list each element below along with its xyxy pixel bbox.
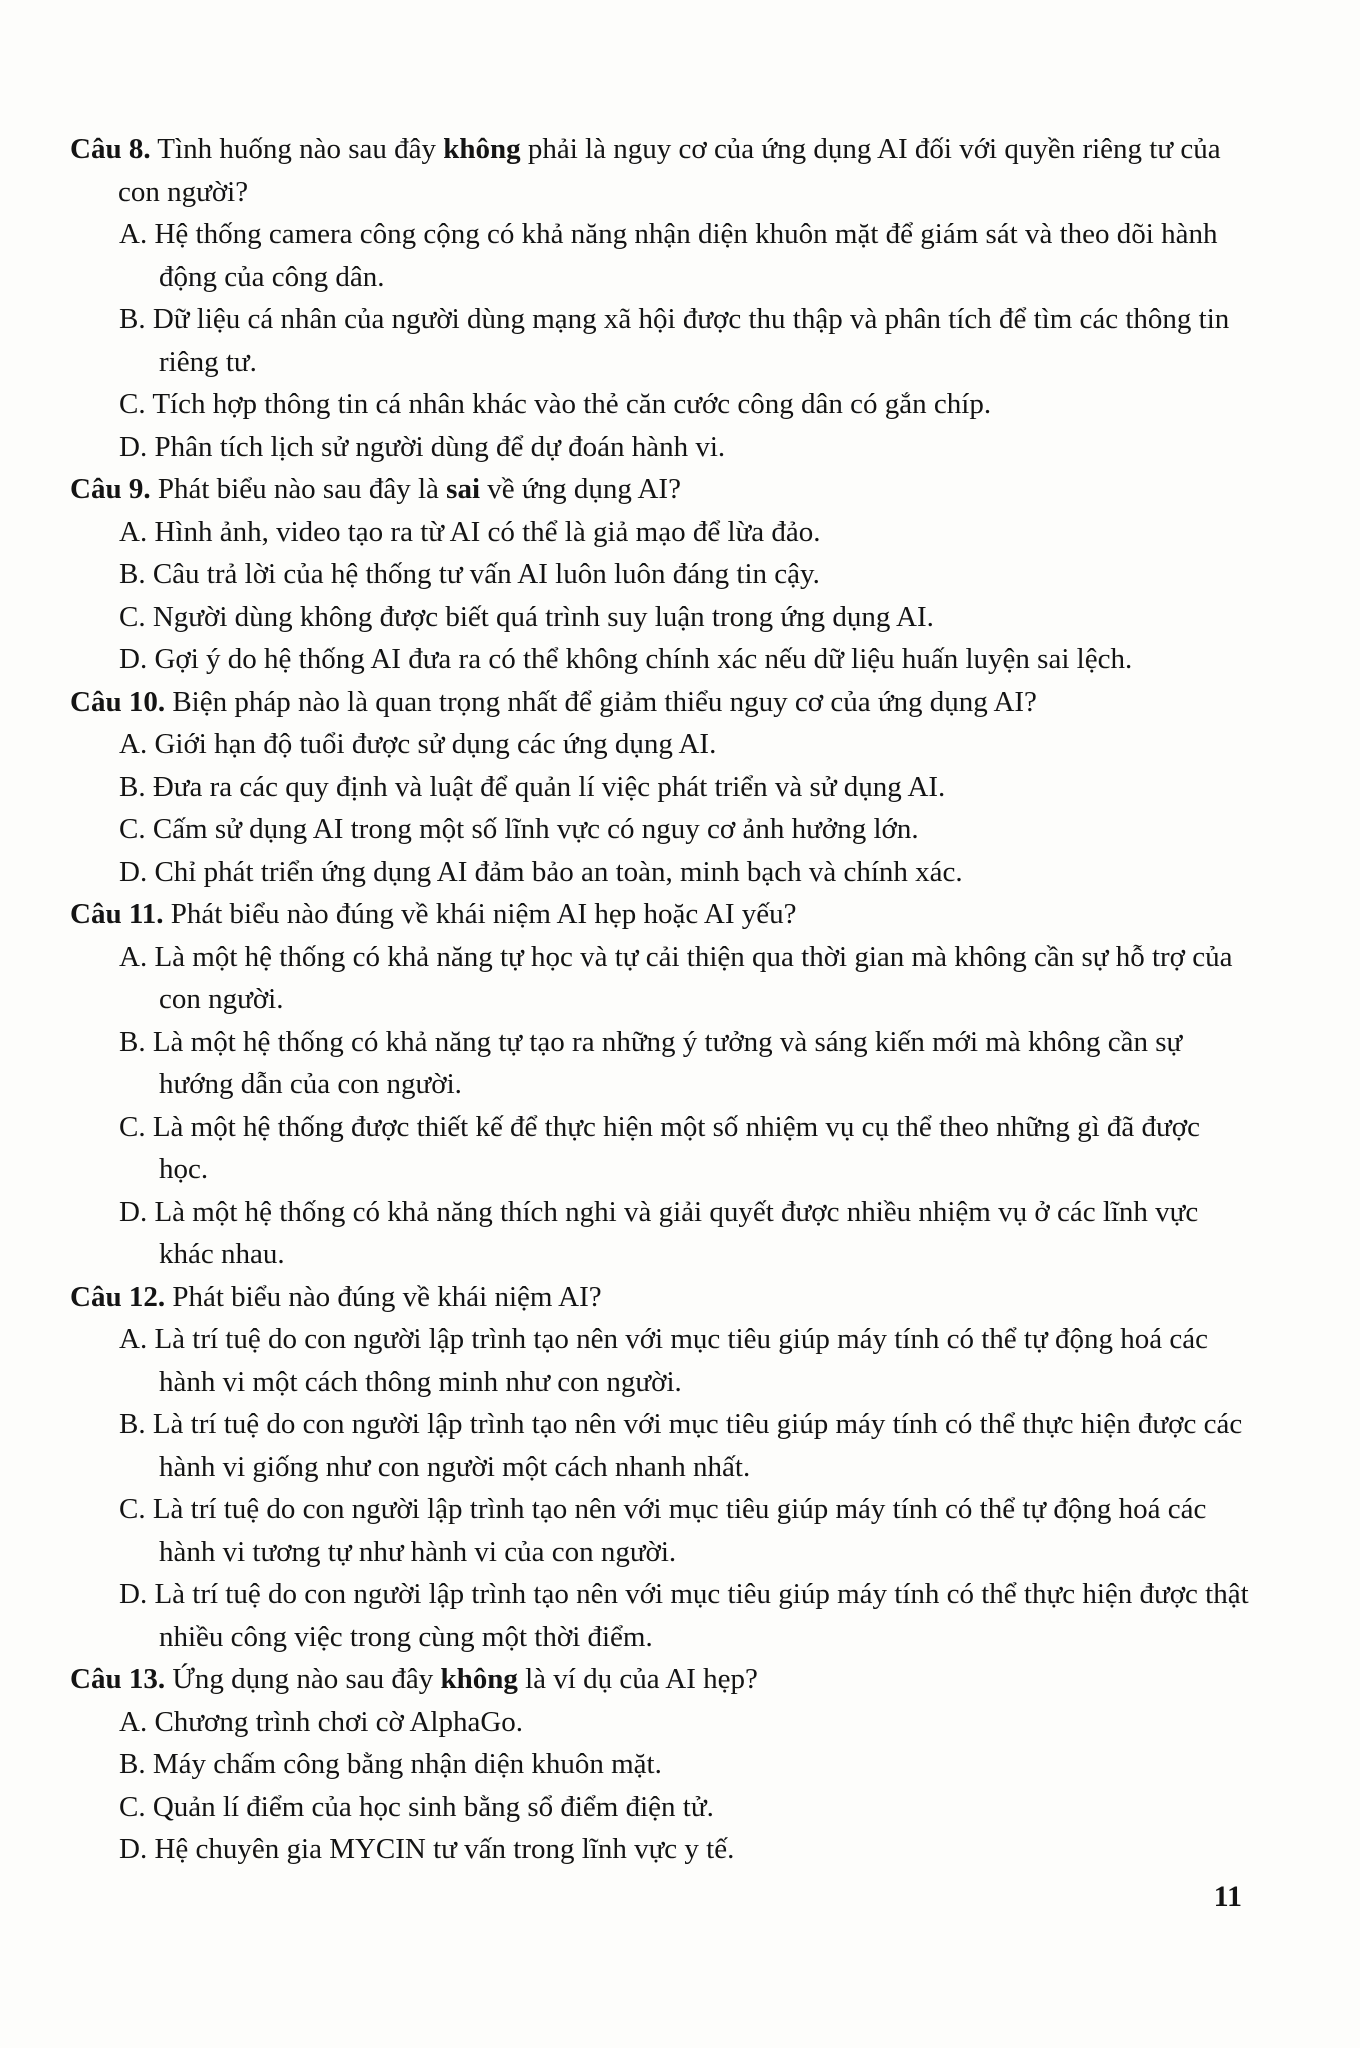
question-stem: [70, 468, 1250, 511]
option-letter: C.: [119, 388, 146, 420]
stem-text: Phát biểu nào đúng về khái niệm AI hẹp hoặc AI yếu?: [163, 898, 797, 930]
option-b: [70, 1021, 1250, 1106]
option-text: Đưa ra các quy định và luật để quản lí việc phát triển và sử dụng AI.: [152, 770, 946, 803]
option-letter: A.: [119, 728, 148, 760]
option-text: Cấm sử dụng AI trong một số lĩnh vực có nguy cơ ảnh hưởng lớn.: [152, 813, 919, 845]
question-9: [70, 468, 1250, 681]
stem-text: Biện pháp nào là quan trọng nhất để giảm thiểu nguy cơ của ứng dụng AI?: [165, 685, 1037, 718]
options-list: [70, 213, 1250, 468]
stem-text: Ứng dụng nào sau đây: [165, 1663, 441, 1695]
option-letter: D.: [119, 1195, 148, 1228]
option-text: Là một hệ thống có khả năng thích nghi và giải quyết được nhiều nhiệm vụ ở các lĩnh vực khác nhau.: [154, 1195, 1199, 1270]
option-letter: D.: [119, 643, 148, 675]
option-d: [70, 851, 1250, 894]
option-letter: B.: [119, 1408, 146, 1440]
question-number: Câu 10.: [70, 685, 166, 718]
stem-text: Phát biểu nào đúng về khái niệm AI?: [165, 1280, 602, 1313]
option-d: [70, 1828, 1250, 1871]
option-c: [70, 1106, 1250, 1191]
options-list: [70, 1318, 1250, 1658]
option-text: Là trí tuệ do con người lập trình tạo nên với mục tiêu giúp máy tính có thể tự động hoá các hành vi tương tự như hành vi của con người.: [152, 1493, 1207, 1568]
option-a: [70, 511, 1250, 554]
option-letter: D.: [119, 1578, 148, 1610]
stem-text: phải là nguy cơ của ứng dụng AI đối với quyền riêng tư của con người?: [118, 133, 1221, 208]
option-text: Là trí tuệ do con người lập trình tạo nên với mục tiêu giúp máy tính có thể thực hiện được các hành vi giống như con người một cách nhanh nhất.: [152, 1408, 1243, 1483]
question-number: Câu 11.: [70, 898, 164, 930]
option-text: Gợi ý do hệ thống AI đưa ra có thể không chính xác nếu dữ liệu huấn luyện sai lệch.: [154, 643, 1133, 675]
option-letter: A.: [119, 218, 148, 250]
option-b: [70, 553, 1250, 596]
option-letter: B.: [119, 303, 146, 335]
option-letter: D.: [119, 430, 148, 463]
option-text: Dữ liệu cá nhân của người dùng mạng xã hội được thu thập và phân tích để tìm các thông tin riêng tư.: [152, 303, 1230, 378]
option-letter: A.: [119, 1323, 148, 1355]
option-text: Là trí tuệ do con người lập trình tạo nên với mục tiêu giúp máy tính có thể tự động hoá các hành vi một cách thông minh như con người.: [154, 1323, 1208, 1398]
option-letter: D.: [119, 855, 148, 888]
question-12: [70, 1276, 1250, 1659]
question-13: [70, 1658, 1250, 1871]
question-number: Câu 8.: [70, 133, 151, 165]
option-text: Giới hạn độ tuổi được sử dụng các ứng dụng AI.: [154, 728, 717, 760]
option-text: Chương trình chơi cờ AlphaGo.: [154, 1705, 524, 1738]
option-c: [70, 383, 1250, 426]
option-a: [70, 1701, 1250, 1744]
option-text: Phân tích lịch sử người dùng để dự đoán hành vi.: [154, 430, 726, 463]
option-letter: C.: [119, 813, 146, 845]
option-b: [70, 298, 1250, 383]
options-list: [70, 511, 1250, 681]
option-letter: A.: [119, 940, 148, 973]
option-c: [70, 596, 1250, 639]
option-letter: B.: [119, 558, 146, 590]
question-stem: [70, 1276, 1250, 1319]
option-text: Tích hợp thông tin cá nhân khác vào thẻ căn cước công dân có gắn chíp.: [152, 388, 992, 420]
option-d: [70, 1191, 1250, 1276]
option-text: Là một hệ thống có khả năng tự tạo ra những ý tưởng và sáng kiến mới mà không cần sự hướng dẫn của con người.: [152, 1025, 1183, 1100]
option-text: Câu trả lời của hệ thống tư vấn AI luôn luôn đáng tin cậy.: [152, 558, 820, 590]
option-a: [70, 1318, 1250, 1403]
option-text: Người dùng không được biết quá trình suy luận trong ứng dụng AI.: [152, 600, 934, 633]
option-letter: B.: [119, 1025, 146, 1058]
option-d: [70, 1573, 1250, 1658]
option-d: [70, 426, 1250, 469]
stem-text: Tình huống nào sau đây: [150, 133, 444, 165]
question-10: [70, 681, 1250, 894]
stem-text: về ứng dụng AI?: [480, 473, 681, 505]
option-c: [70, 1488, 1250, 1573]
question-number: Câu 9.: [70, 473, 151, 505]
question-stem: [70, 681, 1250, 724]
option-letter: B.: [119, 1748, 146, 1780]
option-a: [70, 723, 1250, 766]
question-number: Câu 12.: [70, 1280, 166, 1313]
stem-keyword: không: [443, 133, 521, 165]
option-text: Hệ chuyên gia MYCIN tư vấn trong lĩnh vực y tế.: [154, 1833, 735, 1865]
option-c: [70, 808, 1250, 851]
options-list: [70, 936, 1250, 1276]
question-page: [70, 128, 1250, 1871]
option-b: [70, 1403, 1250, 1488]
question-number: Câu 13.: [70, 1663, 166, 1695]
option-text: Là một hệ thống được thiết kế để thực hiện một số nhiệm vụ cụ thể theo những gì đã được học.: [152, 1110, 1200, 1185]
stem-keyword: không: [440, 1663, 518, 1695]
option-a: [70, 936, 1250, 1021]
option-letter: C.: [119, 1110, 146, 1143]
option-text: Là một hệ thống có khả năng tự học và tự cải thiện qua thời gian mà không cần sự hỗ trợ của con người.: [154, 940, 1233, 1015]
stem-keyword: sai: [446, 473, 480, 505]
question-stem: [70, 128, 1250, 213]
option-text: Là trí tuệ do con người lập trình tạo nên với mục tiêu giúp máy tính có thể thực hiện được thật nhiều công việc trong cùng một thời điểm.: [154, 1578, 1249, 1653]
option-b: [70, 1743, 1250, 1786]
question-8: [70, 128, 1250, 468]
option-d: [70, 638, 1250, 681]
question-stem: [70, 1658, 1250, 1701]
page-number: 11: [1213, 1880, 1242, 1913]
option-letter: B.: [119, 770, 146, 803]
stem-text: là ví dụ của AI hẹp?: [517, 1663, 758, 1695]
option-letter: A.: [119, 515, 148, 548]
option-text: Quản lí điểm của học sinh bằng sổ điểm điện tử.: [152, 1790, 714, 1823]
option-b: [70, 766, 1250, 809]
option-letter: C.: [119, 1493, 146, 1525]
option-c: [70, 1786, 1250, 1829]
option-text: Chỉ phát triển ứng dụng AI đảm bảo an toàn, minh bạch và chính xác.: [154, 855, 963, 888]
question-11: [70, 893, 1250, 1276]
option-letter: C.: [119, 1790, 146, 1823]
option-a: [70, 213, 1250, 298]
options-list: [70, 723, 1250, 893]
options-list: [70, 1701, 1250, 1871]
option-letter: D.: [119, 1833, 148, 1865]
option-letter: C.: [119, 600, 146, 633]
option-text: Hệ thống camera công cộng có khả năng nhận diện khuôn mặt để giám sát và theo dõi hành động của công dân.: [154, 218, 1218, 293]
question-stem: [70, 893, 1250, 936]
option-letter: A.: [119, 1705, 148, 1738]
option-text: Máy chấm công bằng nhận diện khuôn mặt.: [152, 1748, 662, 1780]
stem-text: Phát biểu nào sau đây là: [150, 473, 447, 505]
option-text: Hình ảnh, video tạo ra từ AI có thể là giả mạo để lừa đảo.: [154, 515, 821, 548]
